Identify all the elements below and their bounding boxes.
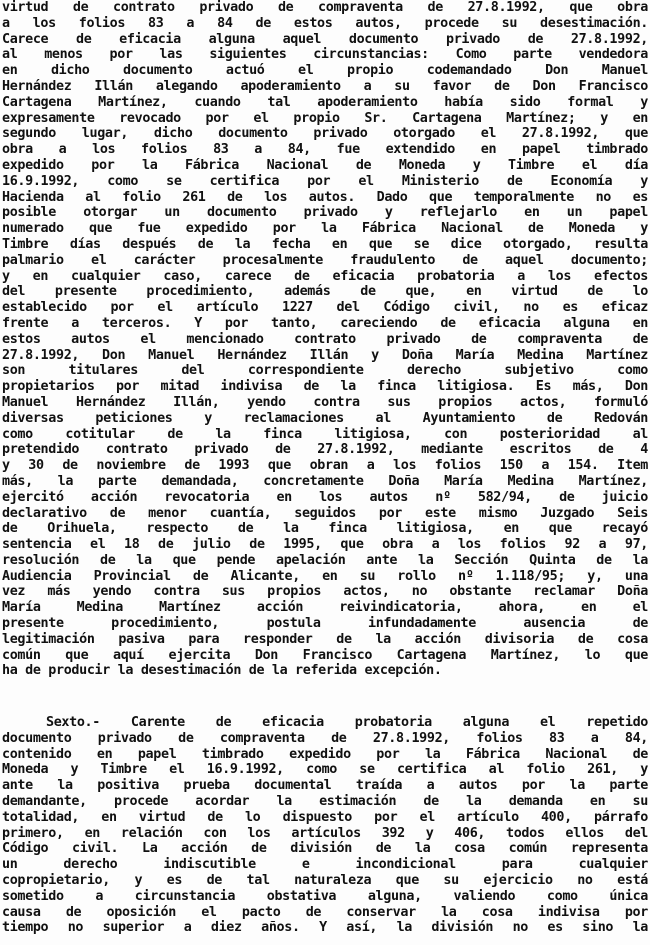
text-line: 27.8.1992, Don Manuel Hernández Illán y Doña María Medina Martínez xyxy=(2,347,648,363)
text-line: contenido en papel timbrado expedido por la Fábrica Nacional de xyxy=(2,746,648,762)
text-line: ha de producir la desestimación de la referida excepción. xyxy=(2,663,442,679)
text-line: expedido por la Fábrica Nacional de Moneda y Timbre el día xyxy=(2,157,648,173)
paragraph-sexto xyxy=(2,715,648,936)
text-line: más, la parte demandada, concretamente Doña María Medina Martínez, xyxy=(2,473,648,489)
text-line: posible otorgar un documento privado y reflejarlo en un papel xyxy=(2,205,648,221)
text-line: María Medina Martínez acción reivindicatoria, ahora, en el xyxy=(2,600,648,616)
text-line: Audiencia Provincial de Alicante, en su rollo nº 1.118/95; y, una xyxy=(2,568,648,584)
text-line: sentencia el 18 de julio de 1995, que obra a los folios 92 a 97, xyxy=(2,537,648,553)
text-line: común que aquí ejercita Don Francisco Cartagena Martínez, lo que xyxy=(2,647,648,663)
text-line: en dicho documento actuó el propio codemandado Don Manuel xyxy=(2,63,648,79)
text-line: y 30 de noviembre de 1993 que obran a los folios 150 a 154. Item xyxy=(2,458,648,474)
text-line: del presente procedimiento, además de que, en virtud de lo xyxy=(2,284,648,300)
text-line: ante la positiva prueba documental traída a autos por la parte xyxy=(2,778,648,794)
text-line: presente procedimiento, postula infundadamente ausencia de xyxy=(2,616,648,632)
text-line: frente a terceros. Y por tanto, careciendo de eficacia alguna en xyxy=(2,315,648,331)
text-line: establecido por el artículo 1227 del Código civil, no es eficaz xyxy=(2,300,648,316)
text-line: tiempo no superior a diez años. Y así, la división no es sino la xyxy=(2,920,648,936)
text-line: como cotitular de la finca litigiosa, con posterioridad al xyxy=(2,426,648,442)
text-line: vez más yendo contra sus propios actos, no obstante reclamar Doña xyxy=(2,584,648,600)
text-line: Código civil. La acción de división de la cosa común representa xyxy=(2,841,648,857)
text-line: primero, en relación con los artículos 392 y 406, todos ellos del xyxy=(2,825,648,841)
text-line: demandante, procede acordar la estimación de la demanda en su xyxy=(2,793,648,809)
text-line: 16.9.1992, como se certifica por el Ministerio de Economía y xyxy=(2,173,648,189)
text-line: expresamente revocado por el propio Sr. Cartagena Martínez; y en xyxy=(2,110,648,126)
text-line: estos autos el mencionado contrato privado de compraventa de xyxy=(2,331,648,347)
text-line: sometido a circunstancia obstativa alguna, valiendo como única xyxy=(2,888,648,904)
text-line: totalidad, en virtud de lo dispuesto por el artículo 400, párrafo xyxy=(2,809,648,825)
text-line: Carece de eficacia alguna aquel documento privado de 27.8.1992, xyxy=(2,31,648,47)
text-line: al menos por las siguientes circunstancias: Como parte vendedora xyxy=(2,47,648,63)
text-line: Moneda y Timbre el 16.9.1992, como se certifica al folio 261, y xyxy=(2,762,648,778)
text-line: resolución de la que pende apelación ante la Sección Quinta de la xyxy=(2,552,648,568)
text-line: son titulares del correspondiente derecho subjetivo como xyxy=(2,363,648,379)
text-line: legitimación pasiva para responder de la acción divisoria de cosa xyxy=(2,631,648,647)
text-line: palmario el carácter procesalmente fraudulento de aquel documento; xyxy=(2,252,648,268)
text-line: Timbre días después de la fecha en que se dice otorgado, resulta xyxy=(2,236,648,252)
text-line: copropietario, y es de tal naturaleza que su ejercicio no está xyxy=(2,872,648,888)
text-line: y en cualquier caso, carece de eficacia probatoria a los efectos xyxy=(2,268,648,284)
text-line: Cartagena Martínez, cuando tal apoderamiento había sido formal y xyxy=(2,94,648,110)
text-line: un derecho indiscutible e incondicional para cualquier xyxy=(2,857,648,873)
text-line: obra a los folios 83 a 84, fue extendido en papel timbrado xyxy=(2,142,648,158)
text-line: propietarios por mitad indivisa de la finca litigiosa. Es más, Don xyxy=(2,379,648,395)
text-line: documento privado de compraventa de 27.8.1992, folios 83 a 84, xyxy=(2,730,648,746)
text-line: segundo lugar, dicho documento privado otorgado el 27.8.1992, que xyxy=(2,126,648,142)
text-line: a los folios 83 a 84 de estos autos, procede su desestimación. xyxy=(2,15,648,31)
text-line: de Orihuela, respecto de la finca litigiosa, en que recayó xyxy=(2,521,648,537)
text-line: ejercitó acción revocatoria en los autos nº 582/94, de juicio xyxy=(2,489,648,505)
text-line: virtud de contrato privado de compraventa de 27.8.1992, que obra xyxy=(2,0,648,15)
text-line: declarativo de menor cuantía, seguidos por este mismo Juzgado Seis xyxy=(2,505,648,521)
text-line: diversas peticiones y reclamaciones al Ayuntamiento de Redován xyxy=(2,410,648,426)
text-line: causa de oposición el pacto de conservar la cosa indivisa por xyxy=(2,904,648,920)
text-line: numerado que fue expedido por la Fábrica Nacional de Moneda y xyxy=(2,221,648,237)
text-line: Manuel Hernández Illán, yendo contra sus propios actos, formuló xyxy=(2,394,648,410)
text-line: Hernández Illán alegando apoderamiento a su favor de Don Francisco xyxy=(2,78,648,94)
text-line: Sexto.- Carente de eficacia probatoria alguna el repetido xyxy=(46,715,648,730)
text-line: Hacienda al folio 261 de los autos. Dado que temporalmente no es xyxy=(2,189,648,205)
paragraph-fifth-ground xyxy=(2,0,648,679)
text-line: pretendido contrato privado de 27.8.1992, mediante escritos de 4 xyxy=(2,442,648,458)
